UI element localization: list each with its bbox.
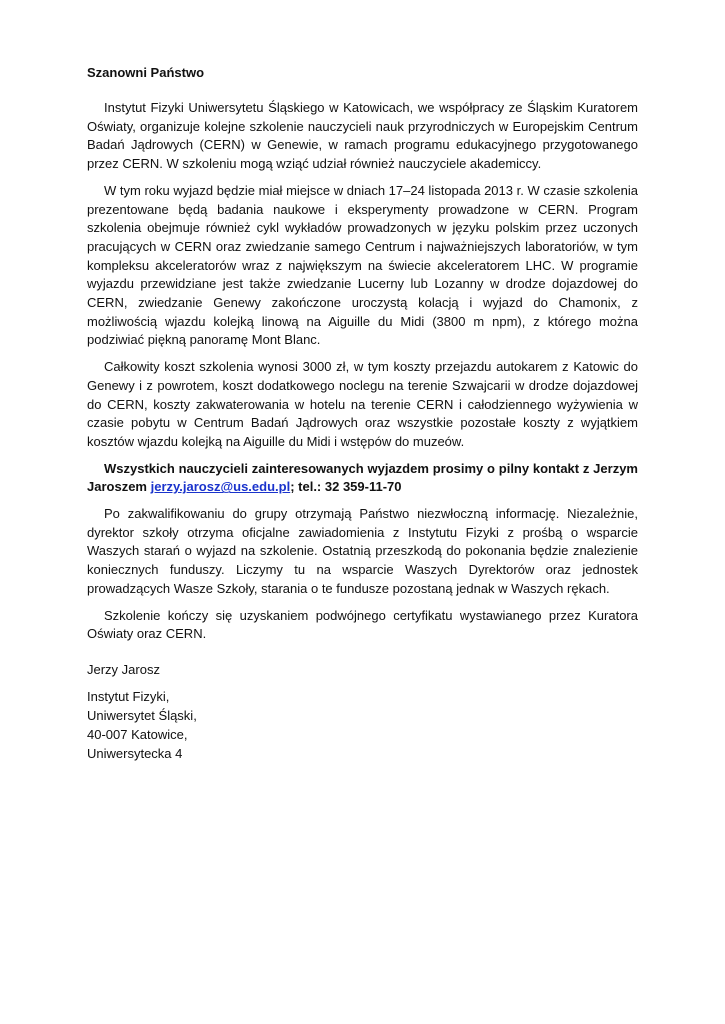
letter-body [87, 64, 638, 652]
paragraph-program: W tym roku wyjazd będzie miał miejsce w dniach 17–24 listopada 2013 r. W czasie szkolenia prezentowane będą badania naukowe i eksperymenty prowadzone w CERN. Program szkolenia obejmuje również cykl wykładów prowadzonych w języku polskim przez uczonych pracujących w CERN oraz zwiedzanie samego Centrum i najważniejszych laboratoriów, w tym kompleksu akceleratorów wraz z największym na świecie akceleratorem LHC. W programie wyjazdu przewidziane jest także zwiedzanie Lucerny lub Lozanny w drodze dojazdowej do CERN, zwiedzanie Genewy zakończone uroczystą kolacją i wyjazd do Chamonix, z możliwością wjazdu kolejką linową na Aiguille du Midi (3800 m npm), z którego można podziwiać piękną panoramę Mont Blanc. [87, 182, 638, 348]
paragraph-qualification: Po zakwalifikowaniu do grupy otrzymają Państwo niezwłoczną informację. Niezależnie, dyrektor szkoły otrzyma oficjalne zawiadomienia z Instytutu Fizyki z prośbą o wsparcie Waszych starań o wyjazd na szkolenie. Ostatnią przeszkodą do pokonania będzie znalezienie koniecznych funduszy. Liczymy tu na wsparcie Waszych Dyrektorów oraz jednostek prowadzących Wasze Szkoły, starania o te fundusze pozostaną jednak w Waszych rękach. [87, 506, 638, 596]
address-line: Instytut Fizyki, [87, 689, 170, 704]
email-link[interactable]: jerzy.jarosz@us.edu.pl [150, 479, 291, 495]
contact-phone: ; tel.: 32 359-11-70 [290, 479, 402, 495]
paragraph-intro: Instytut Fizyki Uniwersytetu Śląskiego w Katowicach, we współpracy ze Śląskim Kuratorem Oświaty, organizuje kolejne szkolenie nauczycieli nauk przyrodniczych w Europejskim Centrum Badań Jądrowych (CERN) w Genewie, w ramach programu edukacyjnego przygotowanego przez CERN. W szkoleniu mogą wziąć udział również nauczyciele akademiccy. [87, 100, 638, 172]
greeting: Szanowni Państwo [87, 65, 205, 80]
paragraph-certificate: Szkolenie kończy się uzyskaniem podwójnego certyfikatu wystawianego przez Kuratora Oświaty oraz CERN. [87, 607, 638, 642]
signature-block [87, 660, 197, 763]
contact-text: Wszystkich nauczycieli zainteresowanych wyjazdem prosimy o pilny kontakt z Jerzym Jaroszem [87, 460, 638, 495]
address-line: Uniwersytet Śląski, [87, 708, 197, 723]
paragraph-contact [87, 460, 638, 497]
address-line: Uniwersytecka 4 [87, 746, 183, 761]
address-line: 40-007 Katowice, [87, 727, 188, 742]
paragraph-cost: Całkowity koszt szkolenia wynosi 3000 zł, w tym koszty przejazdu autokarem z Katowic do Genewy i z powrotem, koszt dodatkowego noclegu na terenie Szwajcarii w drodze dojazdowej do CERN, koszty zakwaterowania w hotelu na terenie CERN i całodziennego wyżywienia w czasie pobytu w Centrum Badań Jądrowych oraz wszystkie pozostałe koszty z wyjątkiem kosztów wjazdu kolejką na Aiguille du Midi i wstępów do muzeów. [87, 359, 638, 449]
address [87, 687, 197, 763]
signatory-name: Jerzy Jarosz [87, 662, 160, 677]
